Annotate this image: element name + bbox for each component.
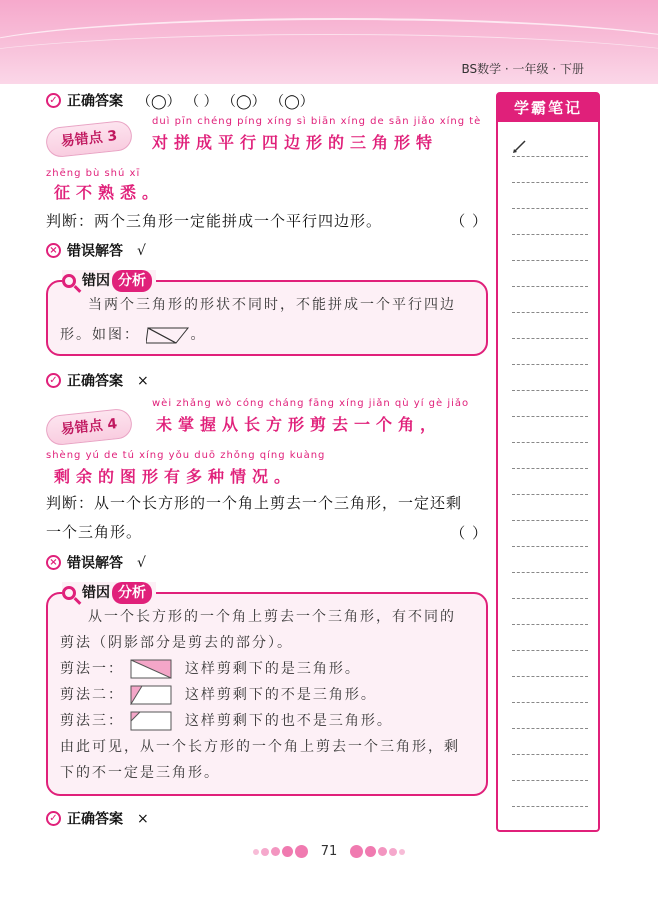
note-line: [512, 572, 588, 573]
note-line: [512, 364, 588, 365]
cause-tag-label: 错因: [82, 273, 110, 289]
note-line: [512, 806, 588, 807]
point-title: 未掌握从长方形剪去一个角，: [156, 415, 443, 434]
note-line: [512, 728, 588, 729]
note-line: [512, 182, 588, 183]
page-footer: [0, 844, 658, 859]
note-line: [512, 208, 588, 209]
cause-text-line2: [60, 322, 206, 348]
question-text: 判断：从一个长方形的一个角上剪去一个三角形，一定还剩: [46, 494, 463, 512]
cross-icon: ×: [46, 243, 61, 258]
magnifier-icon: [62, 274, 76, 288]
cause-tag-badge: 分析: [112, 582, 152, 604]
cause-text: 当两个三角形的形状不同时，不能拼成一个平行四边: [88, 297, 456, 313]
method-label: 剪法三：: [60, 713, 124, 729]
note-line: [512, 312, 588, 313]
answer-label: 正确答案: [67, 93, 123, 110]
cause-text: 由此可见，从一个长方形的一个角上剪去一个三角形，剩: [60, 739, 460, 755]
answer-value: ×: [137, 810, 149, 827]
point-title: 征不熟悉。: [54, 183, 165, 202]
wrong-row-2: [46, 552, 146, 573]
point-tag-3: 易错点 3: [45, 120, 134, 159]
wrong-row-1: [46, 240, 146, 261]
method-text: 这样剪剩下的也不是三角形。: [184, 713, 393, 729]
cut-rect-figure-2: [130, 685, 172, 705]
wrong-value: √: [137, 242, 146, 259]
method-text: 这样剪剩下的不是三角形。: [184, 687, 377, 703]
cause-text: 。: [190, 327, 207, 343]
note-line: [512, 650, 588, 651]
note-line: [512, 234, 588, 235]
cross-icon: ×: [46, 555, 61, 570]
note-line: [512, 286, 588, 287]
question-2: [46, 492, 488, 542]
note-line: [512, 468, 588, 469]
cause-text: 剪法（阴影部分是剪去的部分）。: [60, 635, 293, 651]
cause-tag: [62, 270, 156, 292]
answer-row-2: [46, 370, 149, 391]
notes-area[interactable]: [508, 132, 590, 822]
cause-text: 下的不一定是三角形。: [60, 765, 220, 781]
question-1: [46, 210, 488, 231]
note-line: [512, 754, 588, 755]
wrong-label: 错误解答: [67, 243, 123, 260]
answer-value: （◯） （ ） （◯） （◯）: [137, 93, 314, 110]
wrong-value: √: [137, 554, 146, 571]
wrong-label: 错误解答: [67, 555, 123, 572]
pinyin-line: shèng yú de tú xíng yǒu duō zhǒng qíng kuàng: [46, 450, 326, 461]
note-line: [512, 624, 588, 625]
question-text: 一个三角形。: [46, 523, 143, 541]
answer-value: ×: [137, 372, 149, 389]
cause-tag: [62, 582, 156, 604]
pinyin-line: zhēng bù shú xī: [46, 168, 141, 179]
check-icon: ✓: [46, 373, 61, 388]
note-line: [512, 546, 588, 547]
question-text: 判断：两个三角形一定能拼成一个平行四边形。: [46, 212, 383, 230]
answer-label: 正确答案: [67, 373, 123, 390]
answer-row-1: [46, 90, 314, 111]
note-line: [512, 598, 588, 599]
cause-tag-label: 错因: [82, 585, 110, 601]
note-line: [512, 494, 588, 495]
answer-row-3: [46, 808, 149, 829]
answer-paren: （ ）: [450, 212, 488, 230]
right-dots: [349, 844, 406, 859]
magnifier-icon: [62, 586, 76, 600]
method-2: [60, 682, 377, 708]
note-line: [512, 390, 588, 391]
point-title: 对拼成平行四边形的三角形特: [152, 133, 439, 152]
note-line: [512, 442, 588, 443]
answer-paren: （ ）: [450, 524, 488, 542]
check-icon: ✓: [46, 93, 61, 108]
note-line: [512, 416, 588, 417]
note-line: [512, 260, 588, 261]
note-line: [512, 520, 588, 521]
point-tag-4: 易错点 4: [45, 408, 134, 447]
cause-box-2: [46, 592, 488, 796]
cause-tag-badge: 分析: [112, 270, 152, 292]
notes-sidebar: [496, 92, 600, 832]
cause-text: 从一个长方形的一个角上剪去一个三角形，有不同的: [88, 609, 456, 625]
note-line: [512, 338, 588, 339]
method-3: [60, 708, 393, 734]
pencil-icon: [512, 138, 528, 154]
check-icon: ✓: [46, 811, 61, 826]
series-title: BS数学 · 一年级 · 下册: [461, 62, 584, 76]
cause-text: 形。如图：: [60, 327, 140, 343]
left-dots: [252, 844, 309, 859]
note-line: [512, 676, 588, 677]
method-label: 剪法一：: [60, 661, 124, 677]
page-number: 71: [320, 844, 338, 859]
note-line: [512, 156, 588, 157]
pinyin-line: duì pīn chéng píng xíng sì biān xíng de sān jiǎo xíng tè: [152, 116, 482, 127]
notes-title: 学霸笔记: [498, 94, 598, 122]
cut-rect-figure-3: [130, 711, 172, 731]
note-line: [512, 780, 588, 781]
method-1: [60, 656, 361, 682]
pinyin-line: wèi zhǎng wò cóng cháng fāng xíng jiǎn qù yí gè jiǎo: [152, 398, 470, 409]
point-title: 剩余的图形有多种情况。: [54, 467, 297, 486]
note-line: [512, 702, 588, 703]
method-text: 这样剪剩下的是三角形。: [184, 661, 361, 677]
parallelogram-figure: [146, 325, 190, 345]
cut-rect-figure-1: [130, 659, 172, 679]
method-label: 剪法二：: [60, 687, 124, 703]
answer-label: 正确答案: [67, 811, 123, 828]
